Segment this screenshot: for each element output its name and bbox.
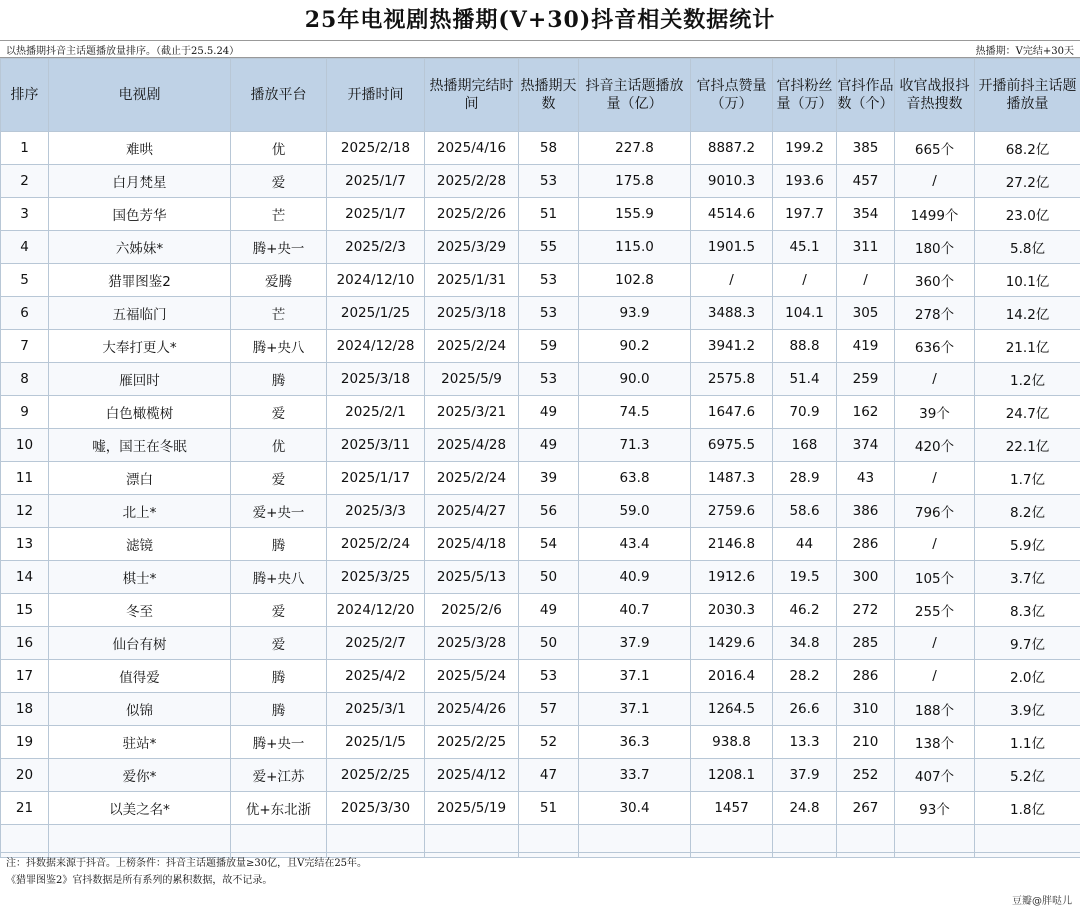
table-cell: 以美之名*: [49, 792, 231, 825]
table-cell: 354: [837, 198, 895, 231]
table-cell: 2025/4/27: [425, 495, 519, 528]
table-cell: 39个: [895, 396, 975, 429]
table-cell: 2025/1/5: [327, 726, 425, 759]
table-cell: 2025/3/11: [327, 429, 425, 462]
table-cell: 71.3: [579, 429, 691, 462]
table-cell: 51: [519, 198, 579, 231]
table-cell: 2025/4/18: [425, 528, 519, 561]
table-cell: 14.2亿: [975, 297, 1080, 330]
table-cell: 优: [231, 429, 327, 462]
table-cell: 白色橄榄树: [49, 396, 231, 429]
table-cell: 90.0: [579, 363, 691, 396]
table-cell: 285: [837, 627, 895, 660]
table-cell: 259: [837, 363, 895, 396]
table-cell: 43.4: [579, 528, 691, 561]
table-cell: 2025/3/18: [425, 297, 519, 330]
table-cell: 2025/2/6: [425, 594, 519, 627]
table-cell: 57: [519, 693, 579, 726]
table-cell: 104.1: [773, 297, 837, 330]
table-cell: /: [895, 627, 975, 660]
table-cell: 9.7亿: [975, 627, 1080, 660]
table-cell: 猎罪图鉴2: [49, 264, 231, 297]
table-cell: 50: [519, 561, 579, 594]
table-cell: 2025/3/25: [327, 561, 425, 594]
table-row: [1, 627, 1080, 660]
subtitle-left: 以热播期抖音主话题播放量排序。（截止于25.5.24）: [6, 45, 240, 57]
table-cell: 2025/3/21: [425, 396, 519, 429]
table-cell: 53: [519, 660, 579, 693]
table-cell: 2025/2/24: [425, 330, 519, 363]
table-cell: 值得爱: [49, 660, 231, 693]
column-header: 收官战报抖音热搜数: [895, 59, 975, 132]
table-cell: 漂白: [49, 462, 231, 495]
table-cell: 难哄: [49, 132, 231, 165]
column-header: 播放平台: [231, 59, 327, 132]
table-cell: 10: [1, 429, 49, 462]
table-cell: 2025/5/24: [425, 660, 519, 693]
table-row: [1, 264, 1080, 297]
table-cell: 52: [519, 726, 579, 759]
table-cell: 28.2: [773, 660, 837, 693]
table-cell: 2025/2/25: [327, 759, 425, 792]
table-row: [1, 429, 1080, 462]
table-cell: 5.9亿: [975, 528, 1080, 561]
table-body: [1, 132, 1080, 858]
table-cell: /: [773, 264, 837, 297]
column-header: 官抖粉丝量（万）: [773, 59, 837, 132]
table-cell: 3: [1, 198, 49, 231]
subtitle-bar: [0, 40, 1080, 58]
column-header: 热播期完结时间: [425, 59, 519, 132]
table-cell: 20: [1, 759, 49, 792]
table-cell: 938.8: [691, 726, 773, 759]
table-cell: 51.4: [773, 363, 837, 396]
column-header: 开播时间: [327, 59, 425, 132]
table-cell: 11: [1, 462, 49, 495]
table-cell: 2025/3/1: [327, 693, 425, 726]
table-cell: 21.1亿: [975, 330, 1080, 363]
table-cell: 2025/2/3: [327, 231, 425, 264]
table-cell: 59.0: [579, 495, 691, 528]
table-cell: 58.6: [773, 495, 837, 528]
table-cell: 93.9: [579, 297, 691, 330]
table-cell: 407个: [895, 759, 975, 792]
column-header: 热播期天数: [519, 59, 579, 132]
table-cell: 2025/3/30: [327, 792, 425, 825]
table-cell: 2025/1/31: [425, 264, 519, 297]
table-cell: 74.5: [579, 396, 691, 429]
table-cell: 仙台有树: [49, 627, 231, 660]
table-cell: 286: [837, 660, 895, 693]
table-cell: 17: [1, 660, 49, 693]
table-cell: 爱: [231, 165, 327, 198]
table-cell: 252: [837, 759, 895, 792]
table-row: [1, 660, 1080, 693]
table-cell: 2025/2/1: [327, 396, 425, 429]
table-cell: 175.8: [579, 165, 691, 198]
table-cell: 爱: [231, 594, 327, 627]
table-cell: /: [895, 363, 975, 396]
table-cell: 300: [837, 561, 895, 594]
table-cell: 10.1亿: [975, 264, 1080, 297]
table-cell: 2146.8: [691, 528, 773, 561]
table-cell: 爱: [231, 396, 327, 429]
table-row: [1, 396, 1080, 429]
table-cell: 2025/2/28: [425, 165, 519, 198]
table-cell: 2575.8: [691, 363, 773, 396]
table-cell: 芒: [231, 198, 327, 231]
table-cell: 636个: [895, 330, 975, 363]
table-cell: 28.9: [773, 462, 837, 495]
table-cell: 8.2亿: [975, 495, 1080, 528]
table-cell: 2025/5/9: [425, 363, 519, 396]
table-cell: 90.2: [579, 330, 691, 363]
table-cell: 棋士*: [49, 561, 231, 594]
table-row: [1, 165, 1080, 198]
table-cell: 197.7: [773, 198, 837, 231]
table-cell: 五福临门: [49, 297, 231, 330]
table-cell: 3488.3: [691, 297, 773, 330]
table-cell: 腾+央一: [231, 726, 327, 759]
table-cell: 3.9亿: [975, 693, 1080, 726]
table-row: [1, 297, 1080, 330]
table-cell: 1208.1: [691, 759, 773, 792]
table-row: [1, 561, 1080, 594]
table-cell: 1457: [691, 792, 773, 825]
table-cell: 53: [519, 264, 579, 297]
table-cell: 2025/4/28: [425, 429, 519, 462]
table-cell: 14: [1, 561, 49, 594]
table-cell: 56: [519, 495, 579, 528]
table-cell: 2024/12/10: [327, 264, 425, 297]
table-cell: 15: [1, 594, 49, 627]
table-cell: 115.0: [579, 231, 691, 264]
table-cell: 2025/2/24: [327, 528, 425, 561]
table-cell: 2025/1/7: [327, 198, 425, 231]
table-cell: 278个: [895, 297, 975, 330]
table-cell: 1.1亿: [975, 726, 1080, 759]
table-cell: 37.9: [579, 627, 691, 660]
table-cell: 9010.3: [691, 165, 773, 198]
table-row: [1, 693, 1080, 726]
table-cell: 2.0亿: [975, 660, 1080, 693]
table-cell: 59: [519, 330, 579, 363]
table-cell: 168: [773, 429, 837, 462]
table-cell: 33.7: [579, 759, 691, 792]
table-cell: 58: [519, 132, 579, 165]
column-header: 官抖作品数（个）: [837, 59, 895, 132]
table-cell: 386: [837, 495, 895, 528]
table-cell: 3.7亿: [975, 561, 1080, 594]
table-cell: 1264.5: [691, 693, 773, 726]
table-cell: 44: [773, 528, 837, 561]
table-cell: 2025/1/7: [327, 165, 425, 198]
table-cell: 27.2亿: [975, 165, 1080, 198]
table-cell: 305: [837, 297, 895, 330]
table-row: [1, 198, 1080, 231]
table-cell: 50: [519, 627, 579, 660]
table-cell: 2025/2/24: [425, 462, 519, 495]
table-cell: 13: [1, 528, 49, 561]
table-cell: 21: [1, 792, 49, 825]
table-cell: 286: [837, 528, 895, 561]
table-cell: 155.9: [579, 198, 691, 231]
table-cell: 4: [1, 231, 49, 264]
table-row: [1, 495, 1080, 528]
table-cell: 爱: [231, 462, 327, 495]
table-cell: 爱+江苏: [231, 759, 327, 792]
note-line-1: 注：抖数据来源于抖音。上榜条件：抖音主话题播放量≥30亿，且V完结在25年。: [6, 858, 368, 869]
table-cell: 227.8: [579, 132, 691, 165]
table-cell: 419: [837, 330, 895, 363]
table-cell: 210: [837, 726, 895, 759]
table-cell: 2024/12/28: [327, 330, 425, 363]
table-cell: 40.9: [579, 561, 691, 594]
table-cell: 似锦: [49, 693, 231, 726]
table-cell: 19.5: [773, 561, 837, 594]
table-row: [1, 759, 1080, 792]
table-cell: 49: [519, 429, 579, 462]
table-cell: 55: [519, 231, 579, 264]
table-cell: 47: [519, 759, 579, 792]
table-cell: 1.7亿: [975, 462, 1080, 495]
table-cell: 腾: [231, 693, 327, 726]
table-cell: 105个: [895, 561, 975, 594]
table-cell: 2025/5/13: [425, 561, 519, 594]
table-cell: 2025/3/28: [425, 627, 519, 660]
table-row: [1, 330, 1080, 363]
table-cell: 162: [837, 396, 895, 429]
table-cell: 国色芳华: [49, 198, 231, 231]
table-cell: 2025/1/25: [327, 297, 425, 330]
table-cell: 46.2: [773, 594, 837, 627]
table-row: [1, 231, 1080, 264]
table-cell: 272: [837, 594, 895, 627]
table-row: [1, 132, 1080, 165]
table-cell: 26.6: [773, 693, 837, 726]
table-cell: 2: [1, 165, 49, 198]
table-cell: 68.2亿: [975, 132, 1080, 165]
table-cell: 19: [1, 726, 49, 759]
table-cell: 2025/3/3: [327, 495, 425, 528]
table-cell: 24.8: [773, 792, 837, 825]
table-cell: 1647.6: [691, 396, 773, 429]
table-cell: /: [691, 264, 773, 297]
table-cell: 大奉打更人*: [49, 330, 231, 363]
table-cell: 2025/2/25: [425, 726, 519, 759]
table-cell: /: [895, 660, 975, 693]
table-cell: 4514.6: [691, 198, 773, 231]
table-cell: 1.2亿: [975, 363, 1080, 396]
table-cell: 2025/3/29: [425, 231, 519, 264]
table-cell: 22.1亿: [975, 429, 1080, 462]
table-cell: 爱腾: [231, 264, 327, 297]
column-header: 排序: [1, 59, 49, 132]
signature: 豆瓣@胖哒儿: [1012, 896, 1072, 907]
table-cell: 六姊妹*: [49, 231, 231, 264]
table-cell: 199.2: [773, 132, 837, 165]
table-cell: 8887.2: [691, 132, 773, 165]
column-header: 抖音主话题播放量（亿）: [579, 59, 691, 132]
column-header: 开播前抖主话题播放量: [975, 59, 1080, 132]
table-cell: 腾: [231, 660, 327, 693]
table-cell: 6: [1, 297, 49, 330]
table-cell: 2030.3: [691, 594, 773, 627]
table-cell: 爱: [231, 627, 327, 660]
table-row: [1, 792, 1080, 825]
table-cell: 2025/3/18: [327, 363, 425, 396]
table-cell: 爱你*: [49, 759, 231, 792]
table-cell: 优: [231, 132, 327, 165]
table-cell: 2025/1/17: [327, 462, 425, 495]
table-cell: 70.9: [773, 396, 837, 429]
table-cell: 3941.2: [691, 330, 773, 363]
table-cell: 138个: [895, 726, 975, 759]
table-cell: 爱+央一: [231, 495, 327, 528]
table-cell: 5.8亿: [975, 231, 1080, 264]
table-cell: /: [837, 264, 895, 297]
table-cell: 优+东北浙: [231, 792, 327, 825]
table-row: [1, 462, 1080, 495]
note-line-2: 《猎罪图鉴2》官抖数据是所有系列的累积数据，故不记录。: [6, 875, 273, 886]
table-cell: 2025/4/16: [425, 132, 519, 165]
table-cell: 63.8: [579, 462, 691, 495]
table-cell: 39: [519, 462, 579, 495]
table-cell: 5.2亿: [975, 759, 1080, 792]
table-cell: 54: [519, 528, 579, 561]
table-cell: 腾: [231, 363, 327, 396]
table-row: [1, 363, 1080, 396]
table-cell: 芒: [231, 297, 327, 330]
table-cell: 16: [1, 627, 49, 660]
table-cell: 6975.5: [691, 429, 773, 462]
table-cell: 310: [837, 693, 895, 726]
table-cell: 白月梵星: [49, 165, 231, 198]
table-cell: 嘘，国王在冬眠: [49, 429, 231, 462]
table-cell: 1912.6: [691, 561, 773, 594]
table-cell: 腾+央八: [231, 330, 327, 363]
table-cell: 385: [837, 132, 895, 165]
table-cell: 311: [837, 231, 895, 264]
column-header: 官抖点赞量（万）: [691, 59, 773, 132]
table-cell: 88.8: [773, 330, 837, 363]
table-cell: 2025/4/12: [425, 759, 519, 792]
table-cell: /: [895, 165, 975, 198]
table-cell: 24.7亿: [975, 396, 1080, 429]
table-cell: 7: [1, 330, 49, 363]
table-row: [1, 726, 1080, 759]
table-cell: 雁回时: [49, 363, 231, 396]
table-cell: 1: [1, 132, 49, 165]
table-cell: 34.8: [773, 627, 837, 660]
table-cell: 腾+央八: [231, 561, 327, 594]
table-cell: 1901.5: [691, 231, 773, 264]
table-cell: 18: [1, 693, 49, 726]
table-cell: 13.3: [773, 726, 837, 759]
table-row: [1, 594, 1080, 627]
table-cell: 驻站*: [49, 726, 231, 759]
table-cell: 180个: [895, 231, 975, 264]
table-cell: 1487.3: [691, 462, 773, 495]
table-cell: 23.0亿: [975, 198, 1080, 231]
table-cell: 2025/2/7: [327, 627, 425, 660]
table-cell: 1499个: [895, 198, 975, 231]
table-cell: 37.9: [773, 759, 837, 792]
table-header: [1, 59, 1080, 132]
table-cell: 2025/5/19: [425, 792, 519, 825]
table-cell: 滤镜: [49, 528, 231, 561]
table-cell: 45.1: [773, 231, 837, 264]
table-cell: 102.8: [579, 264, 691, 297]
table-cell: 2759.6: [691, 495, 773, 528]
table-cell: 49: [519, 396, 579, 429]
table-cell: 2016.4: [691, 660, 773, 693]
table-cell: 2024/12/20: [327, 594, 425, 627]
table-cell: 360个: [895, 264, 975, 297]
table-cell: 9: [1, 396, 49, 429]
table-cell: 53: [519, 297, 579, 330]
notes: [0, 852, 1080, 911]
table-cell: 腾: [231, 528, 327, 561]
table-cell: 冬至: [49, 594, 231, 627]
table-cell: 40.7: [579, 594, 691, 627]
page-title: 25年电视剧热播期(V+30)抖音相关数据统计: [304, 7, 776, 33]
data-table: [0, 58, 1080, 858]
column-header: 电视剧: [49, 59, 231, 132]
table-cell: 8: [1, 363, 49, 396]
table-cell: 2025/2/18: [327, 132, 425, 165]
table-cell: 457: [837, 165, 895, 198]
table-cell: 267: [837, 792, 895, 825]
table-cell: 374: [837, 429, 895, 462]
table-cell: 796个: [895, 495, 975, 528]
table-cell: 188个: [895, 693, 975, 726]
table-cell: 93个: [895, 792, 975, 825]
table-cell: 腾+央一: [231, 231, 327, 264]
table-cell: 420个: [895, 429, 975, 462]
table-cell: 665个: [895, 132, 975, 165]
table-cell: 37.1: [579, 660, 691, 693]
table-cell: /: [895, 528, 975, 561]
table-cell: 53: [519, 165, 579, 198]
table-cell: 1.8亿: [975, 792, 1080, 825]
table-cell: 193.6: [773, 165, 837, 198]
table-cell: 51: [519, 792, 579, 825]
table-cell: 30.4: [579, 792, 691, 825]
table-cell: 8.3亿: [975, 594, 1080, 627]
table-cell: /: [895, 462, 975, 495]
table-cell: 36.3: [579, 726, 691, 759]
subtitle-right: 热播期：V完结+30天: [975, 45, 1074, 57]
table-cell: 37.1: [579, 693, 691, 726]
table-cell: 北上*: [49, 495, 231, 528]
table-cell: 49: [519, 594, 579, 627]
table-cell: 255个: [895, 594, 975, 627]
table-cell: 5: [1, 264, 49, 297]
table-cell: 2025/4/26: [425, 693, 519, 726]
table-row: [1, 528, 1080, 561]
table-cell: 43: [837, 462, 895, 495]
table-cell: 1429.6: [691, 627, 773, 660]
table-cell: 53: [519, 363, 579, 396]
table-cell: 2025/4/2: [327, 660, 425, 693]
table-cell: 12: [1, 495, 49, 528]
table-cell: 2025/2/26: [425, 198, 519, 231]
